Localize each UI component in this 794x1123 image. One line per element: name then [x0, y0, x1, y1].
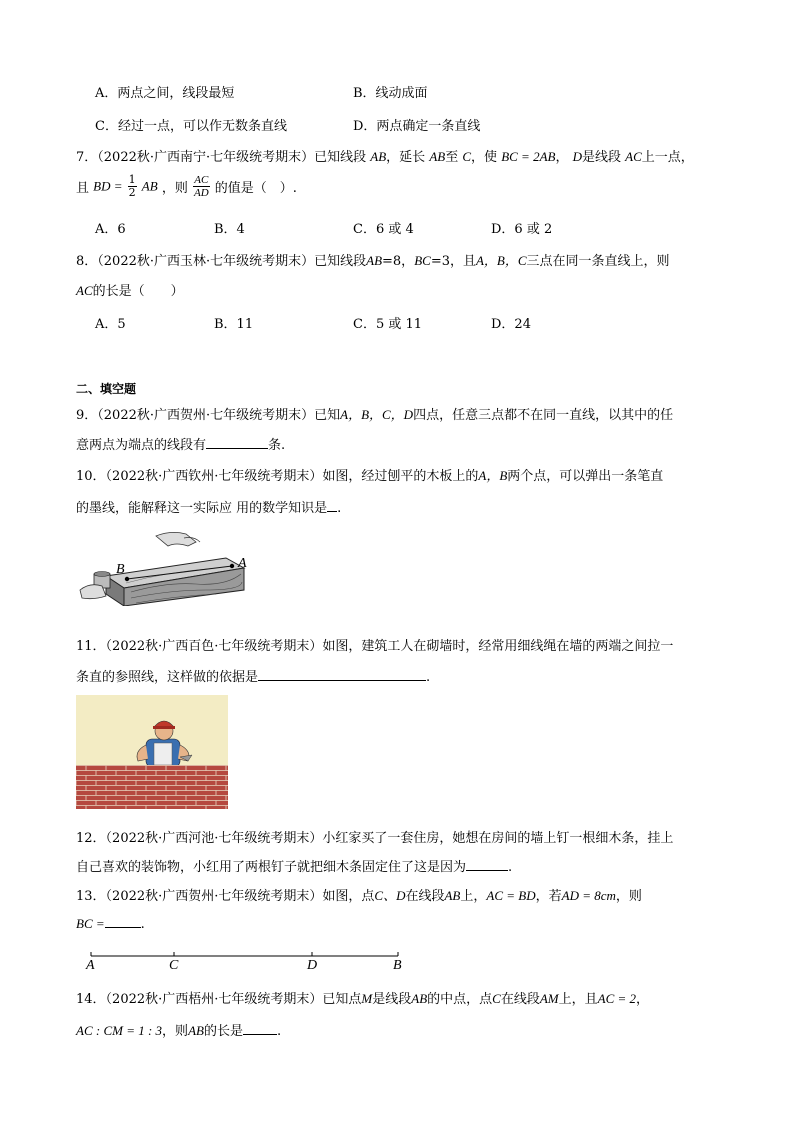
point-a-label: A [238, 556, 247, 571]
q8-option-b: B．11 [214, 317, 254, 332]
q7-option-b: B．4 [214, 222, 245, 237]
q8-option-d: D．24 [491, 317, 531, 332]
q11-line-2: 条直的参照线，这样做的依据是 . [76, 670, 431, 685]
section-title-fill-blank: 二、填空题 [76, 382, 137, 396]
q9-line-1: 9．（2022秋·广西贺州·七年级统考期末）已知A，B，C，D四点，任意三点都不在同一直线，以其中的任 [76, 407, 674, 423]
q13-line-2: BC = . [76, 916, 145, 932]
point-b-label: B [393, 958, 402, 973]
q6-option-b: B．线动成面 [353, 86, 428, 101]
q11-line-1: 11．（2022秋·广西百色·七年级统考期末）如图，建筑工人在砌墙时，经常用细线绳在墙的两端之间拉一 [76, 639, 674, 654]
answer-blank[interactable] [206, 448, 268, 449]
q8-line-2: AC的长是（ ） [76, 283, 184, 299]
q10-line-2: 的墨线，能解释这一实际应 用的数学知识是 . [76, 501, 342, 516]
answer-blank[interactable] [327, 511, 337, 512]
q7-line-1: 7．（2022秋·广西南宁·七年级统考期末）已知线段 AB，延长 AB至 C，使 BC = 2AB， D是线段 AC上一点， [76, 149, 694, 165]
q6-option-a: A．两点之间，线段最短 [95, 86, 235, 101]
q8-option-c: C．5 或 11 [353, 317, 423, 332]
q7-option-c: C．6 或 4 [353, 222, 414, 237]
q6-option-c: C．经过一点，可以作无数条直线 [95, 119, 287, 134]
q13-line-1: 13．（2022秋·广西贺州·七年级统考期末）如图，点C、D在线段AB上，AC = BD，若AD = 8cm，则 [76, 888, 642, 904]
q14-line-2: AC : CM = 1 : 3，则AB的长是 . [76, 1023, 282, 1039]
q12-line-2: 自己喜欢的装饰物，小红用了两根钉子就把细木条固定住了这是因为 . [76, 860, 513, 875]
answer-blank[interactable] [466, 870, 508, 871]
answer-blank[interactable] [243, 1034, 277, 1035]
point-c-label: C [169, 958, 179, 973]
answer-blank[interactable] [105, 927, 141, 928]
bricklayer-figure [76, 695, 228, 809]
q7-option-d: D．6 或 2 [491, 222, 553, 237]
q8-option-a: A．5 [95, 317, 126, 332]
q9-line-2: 意两点为端点的线段有 条. [76, 438, 286, 453]
q7-option-a: A．6 [95, 222, 126, 237]
segment-figure [84, 946, 414, 978]
q14-line-1: 14．（2022秋·广西梧州·七年级统考期末）已知点M是线段AB的中点，点C在线段AM上，且AC = 2， [76, 991, 650, 1007]
q12-line-1: 12．（2022秋·广西河池·七年级统考期末）小红家买了一套住房，她想在房间的墙上钉一根细木条，挂上 [76, 831, 674, 846]
q10-line-1: 10．（2022秋·广西钦州·七年级统考期末）如图，经过刨平的木板上的A，B两个点，可以弹出一条笔直 [76, 468, 664, 484]
point-d-label: D [307, 958, 318, 973]
q7-line-2: 且 BD = $\frac{1}{2}$ AB ，则 $\frac{AC}{AD}$ 的值是（ ）. [76, 173, 297, 199]
half-fraction: $\frac{1}{2}$ [128, 173, 136, 199]
wooden-board-figure [76, 528, 250, 606]
q6-option-d: D．两点确定一条直线 [353, 119, 481, 134]
answer-blank[interactable] [258, 680, 426, 681]
q8-line-1: 8．（2022秋·广西玉林·七年级统考期末）已知线段AB=8，BC=3，且A，B，C三点在同一条直线上，则 [76, 253, 670, 269]
point-a-label: A [86, 958, 95, 973]
point-b-label: B [116, 562, 125, 577]
ac-ad-fraction: $\frac{AC}{AD}$ [193, 174, 209, 199]
